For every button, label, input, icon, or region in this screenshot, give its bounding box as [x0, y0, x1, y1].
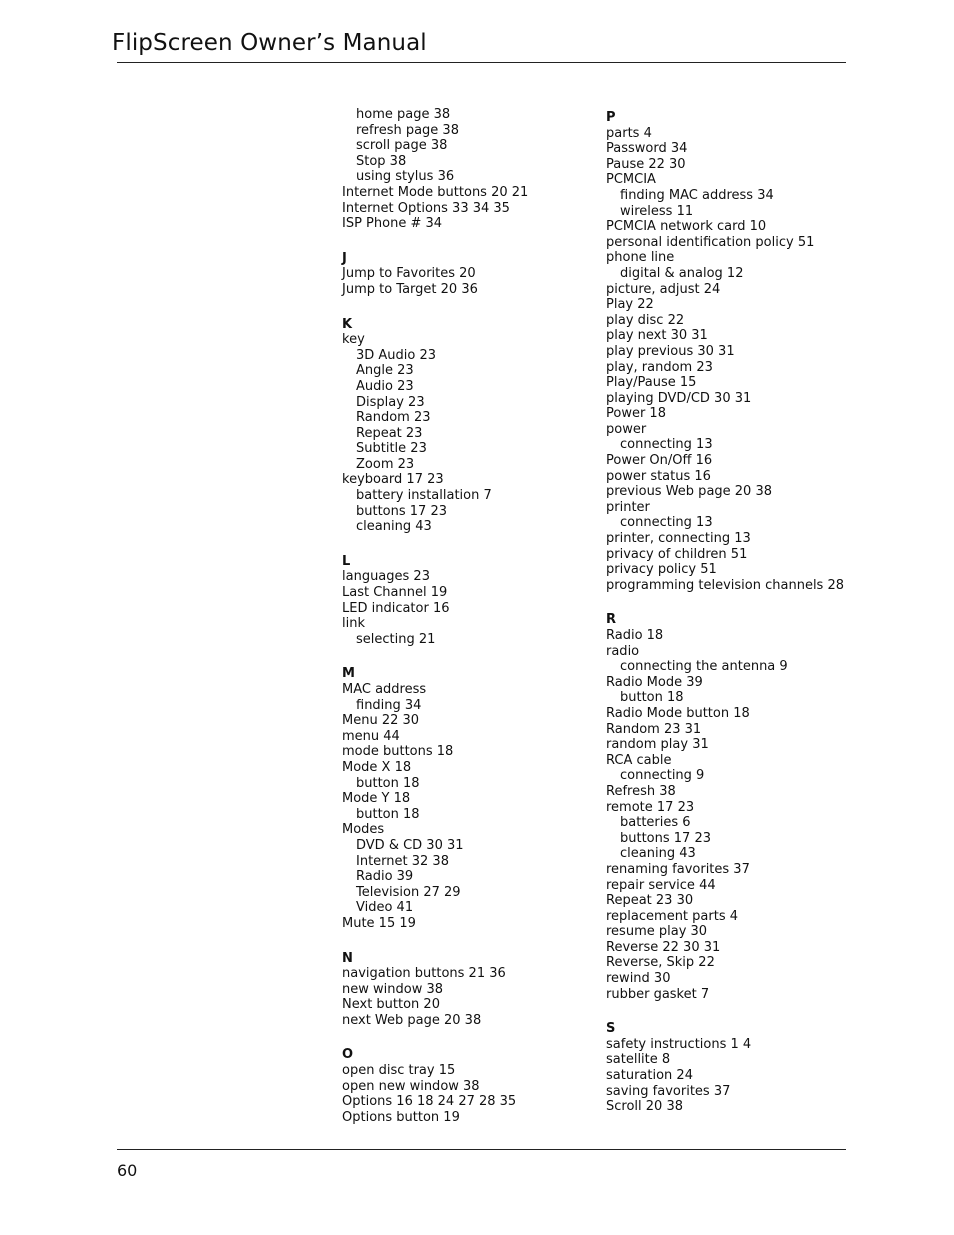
index-entry: remote 17 23 [606, 799, 695, 815]
section-spacer [342, 1028, 528, 1044]
index-entry: power [606, 421, 647, 437]
index-subentry: finding 34 [356, 697, 422, 713]
index-entry: play, random 23 [606, 359, 713, 375]
index-entry: play next 30 31 [606, 328, 708, 344]
index-subentry: connecting the antenna 9 [620, 659, 788, 675]
index-entry: open disc tray 15 [342, 1063, 456, 1079]
index-subentry: connecting 9 [620, 768, 705, 784]
section-spacer [342, 298, 528, 314]
index-entry: play previous 30 31 [606, 343, 735, 359]
index-subentry: Repeat 23 [356, 425, 423, 441]
index-subentry: button 18 [356, 775, 420, 791]
index-entry: repair service 44 [606, 877, 716, 893]
index-entry: previous Web page 20 38 [606, 484, 773, 500]
index-entry: Jump to Favorites 20 [342, 266, 476, 282]
index-entry: Options 16 18 24 27 28 35 [342, 1094, 517, 1110]
index-entry: personal identification policy 51 [606, 234, 815, 250]
index-subentry: using stylus 36 [356, 169, 455, 185]
section-spacer [342, 932, 528, 948]
index-entry: Password 34 [606, 141, 688, 157]
section-spacer [342, 535, 528, 551]
index-entry: new window 38 [342, 981, 443, 997]
index-entry: satellite 8 [606, 1052, 671, 1068]
index-entry: Reverse 22 30 31 [606, 939, 721, 955]
index-subentry: Stop 38 [356, 153, 407, 169]
section-spacer [606, 1002, 844, 1018]
index-entry: Power On/Off 16 [606, 453, 713, 469]
index-subentry: Random 23 [356, 410, 431, 426]
index-entry: Mute 15 19 [342, 915, 416, 931]
index-subentry: button 18 [620, 690, 684, 706]
index-entry: Radio Mode button 18 [606, 705, 750, 721]
index-entry: saving favorites 37 [606, 1083, 731, 1099]
index-section-letter: S [606, 1021, 616, 1037]
index-subentry: Subtitle 23 [356, 441, 427, 457]
index-entry: navigation buttons 21 36 [342, 966, 506, 982]
index-entry: Scroll 20 38 [606, 1099, 683, 1115]
index-entry: Options button 19 [342, 1109, 460, 1125]
index-entry: phone line [606, 250, 675, 266]
index-entry: keyboard 17 23 [342, 472, 444, 488]
index-subentry: 3D Audio 23 [356, 347, 437, 363]
index-entry: PCMCIA network card 10 [606, 219, 767, 235]
index-entry: PCMCIA [606, 172, 656, 188]
index-subentry: batteries 6 [620, 815, 691, 831]
index-entry: Power 18 [606, 406, 666, 422]
index-section-letter: O [342, 1047, 354, 1063]
index-subentry: scroll page 38 [356, 138, 448, 154]
index-entry: Mode X 18 [342, 759, 412, 775]
index-entry: radio [606, 643, 640, 659]
index-subentry: home page 38 [356, 107, 451, 122]
index-entry: Internet Mode buttons 20 21 [342, 184, 529, 200]
index-section-letter: P [606, 110, 616, 125]
index-subentry: Audio 23 [356, 378, 414, 394]
index-entry: Reverse, Skip 22 [606, 955, 715, 971]
page-header-title: FlipScreen Owner’s Manual [112, 30, 427, 56]
index-subentry: battery installation 7 [356, 488, 492, 504]
index-section-letter: N [342, 950, 353, 966]
index-entry: link [342, 616, 365, 632]
index-entry: Play 22 [606, 297, 654, 313]
index-subentry: refresh page 38 [356, 122, 459, 138]
index-entry: privacy of children 51 [606, 546, 748, 562]
index-entry: Random 23 31 [606, 721, 702, 737]
index-entry: replacement parts 4 [606, 908, 738, 924]
index-subentry: buttons 17 23 [620, 830, 711, 846]
index-entry: Radio Mode 39 [606, 674, 703, 690]
index-entry: key [342, 332, 365, 348]
index-entry: Next button 20 [342, 997, 440, 1013]
index-entry: MAC address [342, 682, 427, 697]
index-subentry: Internet 32 38 [356, 853, 449, 869]
index-entry: rewind 30 [606, 971, 671, 987]
index-entry: Last Channel 19 [342, 585, 448, 601]
index-entry: Modes [342, 822, 385, 838]
index-section-letter: J [342, 250, 347, 266]
index-section-letter: K [342, 316, 353, 332]
index-subentry: cleaning 43 [356, 519, 432, 535]
index-entry: menu 44 [342, 728, 400, 744]
index-entry: Jump to Target 20 36 [342, 281, 478, 297]
index-subentry: Display 23 [356, 394, 425, 410]
index-subentry: button 18 [356, 806, 420, 822]
index-subentry: Zoom 23 [356, 456, 415, 472]
index-entry: printer [606, 499, 650, 515]
index-entry: renaming favorites 37 [606, 861, 750, 877]
index-subentry: connecting 13 [620, 437, 713, 453]
index-section-letter: R [606, 612, 617, 628]
index-column-left [342, 107, 528, 1125]
index-entry: Menu 22 30 [342, 713, 420, 729]
section-spacer [606, 593, 844, 609]
index-entry: random play 31 [606, 737, 709, 753]
index-entry: languages 23 [342, 569, 430, 585]
index-column-right [606, 107, 844, 1115]
header-rule [117, 62, 846, 63]
index-entry: open new window 38 [342, 1078, 480, 1094]
index-entry: ISP Phone # 34 [342, 216, 443, 232]
index-subentry: Television 27 29 [356, 884, 461, 900]
index-entry: Radio 18 [606, 628, 664, 643]
index-subentry: connecting 13 [620, 515, 713, 531]
index-entry: picture, adjust 24 [606, 281, 721, 297]
index-subentry: cleaning 43 [620, 846, 696, 862]
index-entry: privacy policy 51 [606, 562, 717, 578]
index-entry: power status 16 [606, 468, 711, 484]
index-subentry: digital & analog 12 [620, 265, 744, 281]
index-section-letter: L [342, 553, 351, 569]
section-spacer [342, 232, 528, 248]
index-subentry: Angle 23 [356, 363, 414, 379]
index-subentry: buttons 17 23 [356, 503, 447, 519]
index-entry: programming television channels 28 [606, 577, 844, 593]
section-spacer [342, 647, 528, 663]
index-entry: rubber gasket 7 [606, 986, 710, 1002]
index-entry: parts 4 [606, 125, 652, 141]
index-entry: resume play 30 [606, 924, 708, 940]
index-entry: safety instructions 1 4 [606, 1036, 752, 1052]
index-entry: printer, connecting 13 [606, 531, 751, 547]
index-entry: mode buttons 18 [342, 744, 454, 760]
index-entry: Play/Pause 15 [606, 375, 697, 391]
index-entry: playing DVD/CD 30 31 [606, 390, 752, 406]
index-subentry: Radio 39 [356, 869, 414, 885]
index-entry: next Web page 20 38 [342, 1012, 482, 1028]
index-entry: play disc 22 [606, 312, 685, 328]
index-entry: saturation 24 [606, 1068, 693, 1084]
index-entry: Mode Y 18 [342, 791, 411, 807]
index-subentry: wireless 11 [620, 203, 694, 219]
index-entry: Refresh 38 [606, 783, 676, 799]
index-entry: Pause 22 30 [606, 156, 686, 172]
index-entry: Repeat 23 30 [606, 893, 694, 909]
index-section-letter: M [342, 666, 355, 682]
index-subentry: selecting 21 [356, 631, 436, 647]
footer-rule [117, 1149, 846, 1150]
index-entry: RCA cable [606, 752, 672, 768]
page-number: 60 [117, 1161, 138, 1180]
index-entry: Internet Options 33 34 35 [342, 200, 510, 216]
index-subentry: finding MAC address 34 [620, 187, 774, 203]
index-subentry: Video 41 [356, 900, 414, 916]
index-subentry: DVD & CD 30 31 [356, 837, 464, 853]
index-entry: LED indicator 16 [342, 600, 450, 616]
